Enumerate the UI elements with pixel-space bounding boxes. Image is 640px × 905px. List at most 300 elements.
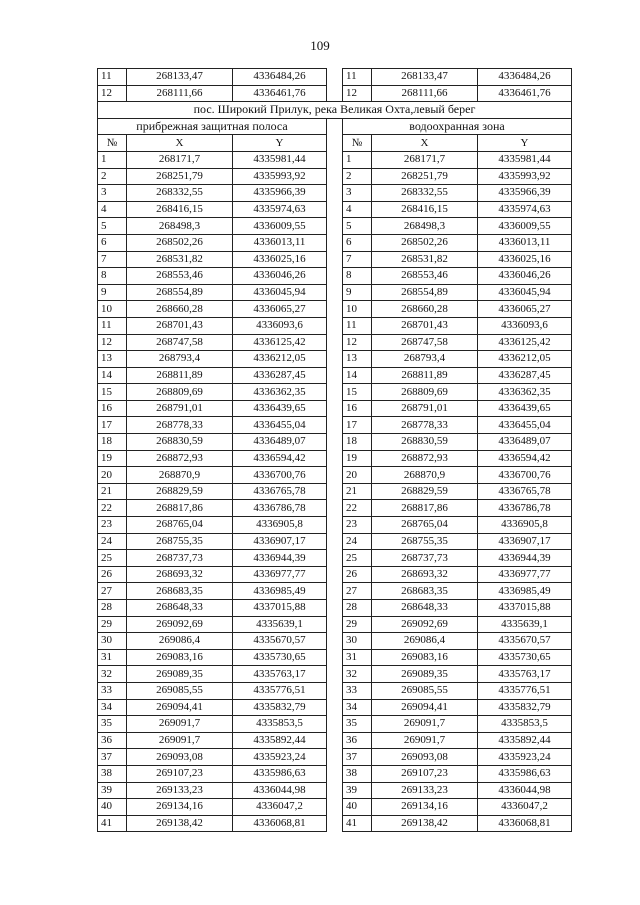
left-x-cell: 268498,3 <box>127 218 233 235</box>
right-x-cell: 269085,55 <box>372 682 478 699</box>
right-y-cell: 4336046,26 <box>478 268 572 285</box>
left-y-cell: 4336977,77 <box>233 566 327 583</box>
left-number-cell: 11 <box>98 69 127 86</box>
left-y-cell: 4336484,26 <box>233 69 327 86</box>
left-y-cell: 4336093,6 <box>233 317 327 334</box>
table-row <box>98 69 572 86</box>
right-number-cell: 12 <box>343 334 372 351</box>
right-x-cell: 269091,7 <box>372 716 478 733</box>
left-y-cell: 4336907,17 <box>233 533 327 550</box>
left-x-cell: 269083,16 <box>127 649 233 666</box>
left-x-cell: 268683,35 <box>127 583 233 600</box>
left-x-cell: 269107,23 <box>127 765 233 782</box>
right-x-cell: 268171,7 <box>372 151 478 168</box>
column-gap <box>327 301 343 318</box>
left-header-y: Y <box>233 135 327 152</box>
right-x-cell: 268765,04 <box>372 517 478 534</box>
left-x-cell: 269092,69 <box>127 616 233 633</box>
right-number-cell: 28 <box>343 600 372 617</box>
right-y-cell: 4336489,07 <box>478 434 572 451</box>
table-row <box>98 367 572 384</box>
table-row <box>98 682 572 699</box>
right-y-cell: 4336212,05 <box>478 351 572 368</box>
column-gap <box>327 234 343 251</box>
left-number-cell: 12 <box>98 85 127 102</box>
left-x-cell: 268416,15 <box>127 201 233 218</box>
right-number-cell: 31 <box>343 649 372 666</box>
section-title-row <box>98 102 572 119</box>
left-y-cell: 4336068,81 <box>233 815 327 832</box>
right-y-cell: 4336025,16 <box>478 251 572 268</box>
right-y-cell: 4336594,42 <box>478 450 572 467</box>
column-gap <box>327 218 343 235</box>
right-number-cell: 37 <box>343 749 372 766</box>
left-y-cell: 4336985,49 <box>233 583 327 600</box>
column-gap <box>327 765 343 782</box>
left-y-cell: 4336362,35 <box>233 384 327 401</box>
left-x-cell: 268870,9 <box>127 467 233 484</box>
left-y-cell: 4335974,63 <box>233 201 327 218</box>
table-row <box>98 566 572 583</box>
left-x-cell: 268778,33 <box>127 417 233 434</box>
left-y-cell: 4336765,78 <box>233 483 327 500</box>
right-number-cell: 11 <box>343 317 372 334</box>
table-row <box>98 517 572 534</box>
left-x-cell: 269134,16 <box>127 799 233 816</box>
column-gap <box>327 483 343 500</box>
right-x-cell: 268755,35 <box>372 533 478 550</box>
column-gap <box>327 699 343 716</box>
right-number-cell: 35 <box>343 716 372 733</box>
right-x-cell: 268416,15 <box>372 201 478 218</box>
right-x-cell: 269093,08 <box>372 749 478 766</box>
right-y-cell: 4335981,44 <box>478 151 572 168</box>
left-y-cell: 4336047,2 <box>233 799 327 816</box>
left-x-cell: 268765,04 <box>127 517 233 534</box>
left-y-cell: 4335832,79 <box>233 699 327 716</box>
left-number-cell: 11 <box>98 317 127 334</box>
left-header-number: № <box>98 135 127 152</box>
left-number-cell: 37 <box>98 749 127 766</box>
left-number-cell: 8 <box>98 268 127 285</box>
table-row <box>98 317 572 334</box>
column-gap <box>327 749 343 766</box>
left-number-cell: 18 <box>98 434 127 451</box>
right-x-cell: 268791,01 <box>372 400 478 417</box>
column-gap <box>327 500 343 517</box>
right-y-cell: 4336068,81 <box>478 815 572 832</box>
left-number-cell: 14 <box>98 367 127 384</box>
right-y-cell: 4335853,5 <box>478 716 572 733</box>
right-x-cell: 268660,28 <box>372 301 478 318</box>
left-number-cell: 39 <box>98 782 127 799</box>
column-gap <box>327 633 343 650</box>
column-gap <box>327 616 343 633</box>
right-y-cell: 4336977,77 <box>478 566 572 583</box>
right-x-cell: 268817,86 <box>372 500 478 517</box>
right-x-cell: 269138,42 <box>372 815 478 832</box>
table-row <box>98 716 572 733</box>
right-x-cell: 268737,73 <box>372 550 478 567</box>
table-row <box>98 450 572 467</box>
right-y-cell: 4336362,35 <box>478 384 572 401</box>
right-number-cell: 32 <box>343 666 372 683</box>
column-gap <box>327 168 343 185</box>
right-x-cell: 268830,59 <box>372 434 478 451</box>
column-gap <box>327 69 343 86</box>
table-row <box>98 699 572 716</box>
column-gap <box>327 268 343 285</box>
left-y-cell: 4336489,07 <box>233 434 327 451</box>
table-row <box>98 151 572 168</box>
column-gap <box>327 600 343 617</box>
left-number-cell: 29 <box>98 616 127 633</box>
left-number-cell: 19 <box>98 450 127 467</box>
column-gap <box>327 533 343 550</box>
left-x-cell: 269091,7 <box>127 716 233 733</box>
left-x-cell: 268701,43 <box>127 317 233 334</box>
left-x-cell: 269091,7 <box>127 732 233 749</box>
right-y-cell: 4335966,39 <box>478 185 572 202</box>
right-number-cell: 40 <box>343 799 372 816</box>
left-y-cell: 4335981,44 <box>233 151 327 168</box>
column-gap <box>327 185 343 202</box>
left-y-cell: 4335730,65 <box>233 649 327 666</box>
left-y-cell: 4335923,24 <box>233 749 327 766</box>
right-y-cell: 4336013,11 <box>478 234 572 251</box>
left-number-cell: 13 <box>98 351 127 368</box>
left-x-cell: 268251,79 <box>127 168 233 185</box>
left-number-cell: 9 <box>98 284 127 301</box>
right-y-cell: 4335730,65 <box>478 649 572 666</box>
left-y-cell: 4336065,27 <box>233 301 327 318</box>
right-number-cell: 13 <box>343 351 372 368</box>
table-row <box>98 434 572 451</box>
left-number-cell: 17 <box>98 417 127 434</box>
right-number-cell: 22 <box>343 500 372 517</box>
right-x-cell: 268553,46 <box>372 268 478 285</box>
left-number-cell: 36 <box>98 732 127 749</box>
column-gap <box>327 367 343 384</box>
column-gap <box>327 251 343 268</box>
left-x-cell: 269085,55 <box>127 682 233 699</box>
column-gap <box>327 799 343 816</box>
right-x-cell: 269133,23 <box>372 782 478 799</box>
table-row <box>98 185 572 202</box>
right-y-cell: 4336065,27 <box>478 301 572 318</box>
right-number-cell: 5 <box>343 218 372 235</box>
right-x-cell: 268648,33 <box>372 600 478 617</box>
column-gap <box>327 782 343 799</box>
right-number-cell: 8 <box>343 268 372 285</box>
left-number-cell: 22 <box>98 500 127 517</box>
right-number-cell: 10 <box>343 301 372 318</box>
left-y-cell: 4335639,1 <box>233 616 327 633</box>
left-number-cell: 21 <box>98 483 127 500</box>
table-row <box>98 666 572 683</box>
table-row <box>98 301 572 318</box>
left-number-cell: 5 <box>98 218 127 235</box>
left-x-cell: 269094,41 <box>127 699 233 716</box>
right-number-cell: 23 <box>343 517 372 534</box>
left-header-x: X <box>127 135 233 152</box>
column-gap <box>327 434 343 451</box>
right-number-cell: 20 <box>343 467 372 484</box>
table-row <box>98 749 572 766</box>
right-x-cell: 268251,79 <box>372 168 478 185</box>
table-row <box>98 500 572 517</box>
right-number-cell: 21 <box>343 483 372 500</box>
table-row <box>98 201 572 218</box>
left-x-cell: 269086,4 <box>127 633 233 650</box>
right-y-cell: 4336765,78 <box>478 483 572 500</box>
left-number-cell: 1 <box>98 151 127 168</box>
left-table-title: прибрежная защитная полоса <box>98 118 327 135</box>
right-number-cell: 33 <box>343 682 372 699</box>
right-x-cell: 268829,59 <box>372 483 478 500</box>
table-row <box>98 234 572 251</box>
right-x-cell: 268498,3 <box>372 218 478 235</box>
table-row <box>98 467 572 484</box>
right-x-cell: 268811,89 <box>372 367 478 384</box>
left-x-cell: 269093,08 <box>127 749 233 766</box>
column-gap <box>327 815 343 832</box>
left-y-cell: 4335776,51 <box>233 682 327 699</box>
left-x-cell: 268793,4 <box>127 351 233 368</box>
right-y-cell: 4335892,44 <box>478 732 572 749</box>
table-row <box>98 251 572 268</box>
right-number-cell: 25 <box>343 550 372 567</box>
right-y-cell: 4335639,1 <box>478 616 572 633</box>
left-x-cell: 268554,89 <box>127 284 233 301</box>
coordinates-table-body <box>98 69 572 832</box>
column-gap <box>327 649 343 666</box>
left-y-cell: 4336025,16 <box>233 251 327 268</box>
left-number-cell: 32 <box>98 666 127 683</box>
left-number-cell: 34 <box>98 699 127 716</box>
right-y-cell: 4336047,2 <box>478 799 572 816</box>
left-y-cell: 4335892,44 <box>233 732 327 749</box>
right-header-number: № <box>343 135 372 152</box>
left-y-cell: 4335993,92 <box>233 168 327 185</box>
left-number-cell: 7 <box>98 251 127 268</box>
right-number-cell: 4 <box>343 201 372 218</box>
right-number-cell: 17 <box>343 417 372 434</box>
right-y-cell: 4335986,63 <box>478 765 572 782</box>
left-number-cell: 6 <box>98 234 127 251</box>
left-x-cell: 268811,89 <box>127 367 233 384</box>
right-x-cell: 269092,69 <box>372 616 478 633</box>
right-number-cell: 41 <box>343 815 372 832</box>
section-title: пос. Широкий Прилук, река Великая Охта,левый берег <box>98 102 572 119</box>
left-number-cell: 4 <box>98 201 127 218</box>
left-number-cell: 24 <box>98 533 127 550</box>
table-row <box>98 799 572 816</box>
left-x-cell: 268133,47 <box>127 69 233 86</box>
right-x-cell: 268872,93 <box>372 450 478 467</box>
right-y-cell: 4336044,98 <box>478 782 572 799</box>
left-number-cell: 35 <box>98 716 127 733</box>
column-gap <box>327 716 343 733</box>
right-x-cell: 268747,58 <box>372 334 478 351</box>
coordinates-table <box>97 68 572 832</box>
right-y-cell: 4335923,24 <box>478 749 572 766</box>
left-x-cell: 268791,01 <box>127 400 233 417</box>
left-x-cell: 269138,42 <box>127 815 233 832</box>
column-gap <box>327 151 343 168</box>
right-y-cell: 4335993,92 <box>478 168 572 185</box>
right-x-cell: 268531,82 <box>372 251 478 268</box>
table-row <box>98 815 572 832</box>
right-number-cell: 3 <box>343 185 372 202</box>
left-x-cell: 268737,73 <box>127 550 233 567</box>
left-number-cell: 27 <box>98 583 127 600</box>
column-gap <box>327 400 343 417</box>
right-x-cell: 269091,7 <box>372 732 478 749</box>
left-number-cell: 3 <box>98 185 127 202</box>
table-row <box>98 633 572 650</box>
table-row <box>98 616 572 633</box>
left-y-cell: 4336905,8 <box>233 517 327 534</box>
right-number-cell: 18 <box>343 434 372 451</box>
table-row <box>98 351 572 368</box>
table-row <box>98 268 572 285</box>
column-gap <box>327 732 343 749</box>
right-y-cell: 4336700,76 <box>478 467 572 484</box>
left-number-cell: 33 <box>98 682 127 699</box>
table-row <box>98 168 572 185</box>
right-y-cell: 4335670,57 <box>478 633 572 650</box>
right-x-cell: 268793,4 <box>372 351 478 368</box>
right-number-cell: 14 <box>343 367 372 384</box>
right-x-cell: 268809,69 <box>372 384 478 401</box>
header-row <box>98 135 572 152</box>
table-row <box>98 583 572 600</box>
left-x-cell: 268502,26 <box>127 234 233 251</box>
right-y-cell: 4336439,65 <box>478 400 572 417</box>
left-y-cell: 4336439,65 <box>233 400 327 417</box>
left-number-cell: 16 <box>98 400 127 417</box>
left-x-cell: 268809,69 <box>127 384 233 401</box>
left-x-cell: 268171,7 <box>127 151 233 168</box>
right-y-cell: 4336009,55 <box>478 218 572 235</box>
left-y-cell: 4336045,94 <box>233 284 327 301</box>
right-x-cell: 269134,16 <box>372 799 478 816</box>
right-y-cell: 4336093,6 <box>478 317 572 334</box>
left-number-cell: 28 <box>98 600 127 617</box>
right-y-cell: 4336125,42 <box>478 334 572 351</box>
right-number-cell: 27 <box>343 583 372 600</box>
right-number-cell: 19 <box>343 450 372 467</box>
table-row <box>98 649 572 666</box>
left-y-cell: 4336044,98 <box>233 782 327 799</box>
column-gap <box>327 450 343 467</box>
left-number-cell: 26 <box>98 566 127 583</box>
left-x-cell: 268332,55 <box>127 185 233 202</box>
column-gap <box>327 583 343 600</box>
left-x-cell: 268660,28 <box>127 301 233 318</box>
right-header-x: X <box>372 135 478 152</box>
table-row <box>98 417 572 434</box>
left-x-cell: 268817,86 <box>127 500 233 517</box>
column-gap <box>327 417 343 434</box>
column-gap <box>327 517 343 534</box>
column-gap <box>327 284 343 301</box>
left-y-cell: 4336455,04 <box>233 417 327 434</box>
left-x-cell: 269089,35 <box>127 666 233 683</box>
column-gap <box>327 351 343 368</box>
right-y-cell: 4335832,79 <box>478 699 572 716</box>
left-number-cell: 41 <box>98 815 127 832</box>
table-row <box>98 732 572 749</box>
left-y-cell: 4336009,55 <box>233 218 327 235</box>
right-y-cell: 4335974,63 <box>478 201 572 218</box>
right-number-cell: 12 <box>343 85 372 102</box>
right-number-cell: 29 <box>343 616 372 633</box>
table-row <box>98 218 572 235</box>
left-x-cell: 268111,66 <box>127 85 233 102</box>
right-y-cell: 4336985,49 <box>478 583 572 600</box>
left-number-cell: 20 <box>98 467 127 484</box>
left-number-cell: 2 <box>98 168 127 185</box>
right-x-cell: 268693,32 <box>372 566 478 583</box>
column-gap <box>327 467 343 484</box>
left-number-cell: 10 <box>98 301 127 318</box>
table-row <box>98 600 572 617</box>
column-gap <box>327 201 343 218</box>
left-y-cell: 4335966,39 <box>233 185 327 202</box>
left-y-cell: 4336287,45 <box>233 367 327 384</box>
left-number-cell: 40 <box>98 799 127 816</box>
right-y-cell: 4336045,94 <box>478 284 572 301</box>
column-gap <box>327 334 343 351</box>
right-number-cell: 1 <box>343 151 372 168</box>
page-number: 109 <box>310 38 330 53</box>
left-y-cell: 4336013,11 <box>233 234 327 251</box>
column-gap <box>327 566 343 583</box>
right-number-cell: 38 <box>343 765 372 782</box>
column-gap <box>327 550 343 567</box>
left-x-cell: 268553,46 <box>127 268 233 285</box>
left-number-cell: 25 <box>98 550 127 567</box>
column-gap <box>327 85 343 102</box>
left-number-cell: 30 <box>98 633 127 650</box>
right-number-cell: 15 <box>343 384 372 401</box>
right-x-cell: 268502,26 <box>372 234 478 251</box>
table-row <box>98 483 572 500</box>
left-x-cell: 269133,23 <box>127 782 233 799</box>
left-y-cell: 4336944,39 <box>233 550 327 567</box>
right-y-cell: 4336461,76 <box>478 85 572 102</box>
left-y-cell: 4336461,76 <box>233 85 327 102</box>
right-number-cell: 30 <box>343 633 372 650</box>
column-gap <box>327 666 343 683</box>
left-y-cell: 4336786,78 <box>233 500 327 517</box>
table-row <box>98 334 572 351</box>
left-x-cell: 268693,32 <box>127 566 233 583</box>
right-y-cell: 4335776,51 <box>478 682 572 699</box>
right-y-cell: 4336907,17 <box>478 533 572 550</box>
left-x-cell: 268872,93 <box>127 450 233 467</box>
left-number-cell: 12 <box>98 334 127 351</box>
left-y-cell: 4335986,63 <box>233 765 327 782</box>
table-row <box>98 782 572 799</box>
right-x-cell: 268778,33 <box>372 417 478 434</box>
left-x-cell: 268531,82 <box>127 251 233 268</box>
right-y-cell: 4336455,04 <box>478 417 572 434</box>
right-number-cell: 9 <box>343 284 372 301</box>
right-y-cell: 4336287,45 <box>478 367 572 384</box>
